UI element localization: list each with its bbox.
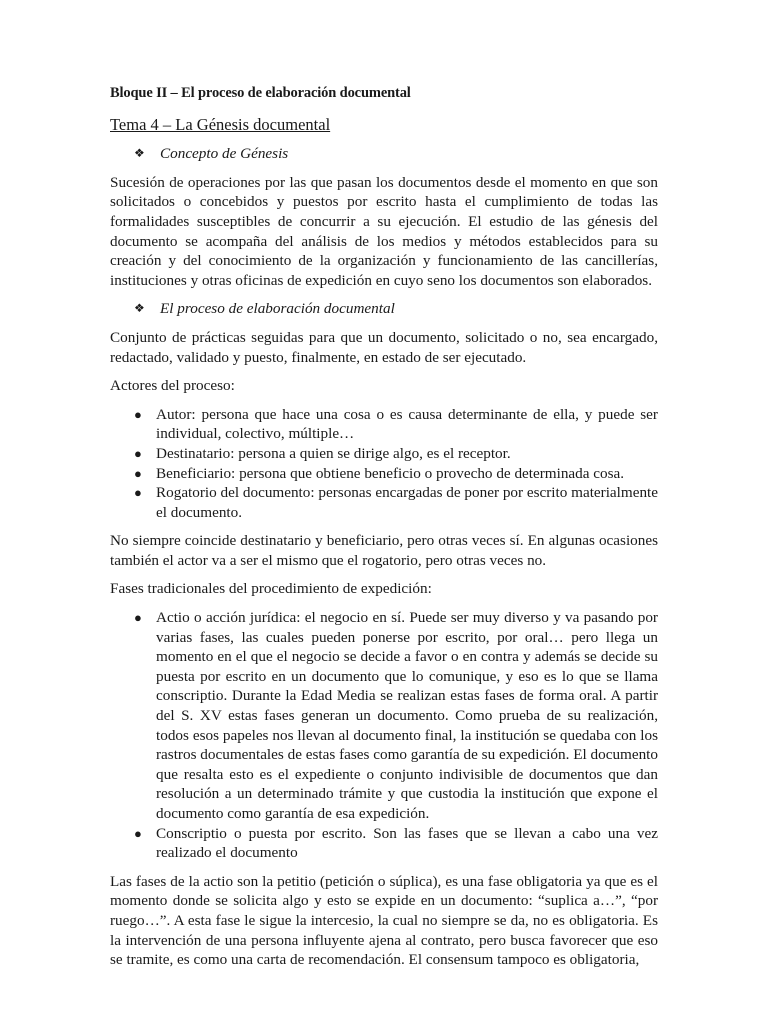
actors-intro: Actores del proceso:: [110, 377, 235, 395]
round-bullet-icon: ●: [134, 825, 142, 841]
actors-list: [110, 405, 658, 523]
concept-paragraph: Sucesión de operaciones por las que pasan los documentos desde el momento en que son solicitados o concebidos y puestos por escrito hasta el cumplimiento de todas las formalidades susceptibles de concurrir a su ejecución. El estudio de las génesis del documento se acompaña del análisis de los medios y métodos establecidos para su creación y del conocimiento de la organización y funcionamiento de las cancillerías, instituciones y otras oficinas de expedición en cuyo seno los documentos son elaborados.: [110, 173, 658, 289]
list-item: ● Autor: persona que hace una cosa o es causa determinante de ella, y puede ser individual, colectivo, múltiple…: [110, 405, 658, 444]
list-item: ● Destinatario: persona a quien se dirige algo, es el receptor.: [110, 444, 658, 464]
phases-intro: Fases tradicionales del procedimiento de expedición:: [110, 580, 432, 598]
section-heading-text: Concepto de Génesis: [160, 145, 289, 163]
section-heading-process: [134, 299, 658, 319]
round-bullet-icon: ●: [134, 406, 142, 422]
round-bullet-icon: ●: [134, 485, 142, 501]
topic-title: Tema 4 – La Génesis documental: [110, 114, 331, 134]
section-heading-concept: [134, 144, 658, 164]
list-item: ● Actio o acción jurídica: el negocio en sí. Puede ser muy diverso y va pasando por varias fases, las cuales pueden ponerse por escrito, por oral… pero llega un momento en el que el negocio se decide a favor o en contra y además se decide su puesta por escrito en un documento que lo comunique, y eso es lo que se llama conscriptio. Durante la Edad Media se realizan estas fases de forma oral. A partir del S. XV estas fases generan un documento. Como prueba de su realización, todos esos papeles nos llevan al documento final, la institución se quedaba con los rastros documentales de estas fases como garantía de su expedición. El documento que resalta esto es el expediente o conjunto indivisible de documentos que dan resolución a un determinado trámite y que custodia la institución que expone el documento como garantía de esa expedición.: [110, 608, 658, 824]
actors-note: No siempre coincide destinatario y beneficiario, pero otras veces sí. En algunas ocasiones también el actor va a ser el mismo que el rogatorio, pero otras veces no.: [110, 532, 658, 569]
section-heading-text: El proceso de elaboración documental: [160, 300, 395, 318]
closing-paragraph: Las fases de la actio son la petitio (petición o súplica), es una fase obligatoria ya que es el momento donde se solicita algo y esto se expide en un documento: “suplica a…”, “por ruego…”. A esta fase le sigue la intercesio, la cual no siempre se da, no es obligatoria. Es la intervención de una persona influyente ajena al contrato, pero busca favorecer que eso se tramite, es como una carta de recomendación. El consensum tampoco es obligatoria,: [110, 872, 658, 969]
round-bullet-icon: ●: [134, 610, 142, 626]
round-bullet-icon: ●: [134, 465, 142, 481]
list-item: ● Rogatorio del documento: personas encargadas de poner por escrito materialmente el documento.: [110, 483, 658, 522]
round-bullet-icon: ●: [134, 445, 142, 461]
list-item: ● Beneficiario: persona que obtiene beneficio o provecho de determinada cosa.: [110, 464, 658, 484]
document-page: [110, 84, 658, 970]
process-paragraph: Conjunto de prácticas seguidas para que un documento, solicitado o no, sea encargado, redactado, validado y puesto, finalmente, en estado de ser ejecutado.: [110, 328, 658, 366]
phases-list: [110, 608, 658, 863]
list-item: ● Conscriptio o puesta por escrito. Son las fases que se llevan a cabo una vez realizado el documento: [110, 824, 658, 863]
block-title: Bloque II – El proceso de elaboración documental: [110, 85, 411, 101]
diamond-bullet-icon: ❖: [134, 301, 145, 316]
diamond-bullet-icon: ❖: [134, 146, 145, 161]
